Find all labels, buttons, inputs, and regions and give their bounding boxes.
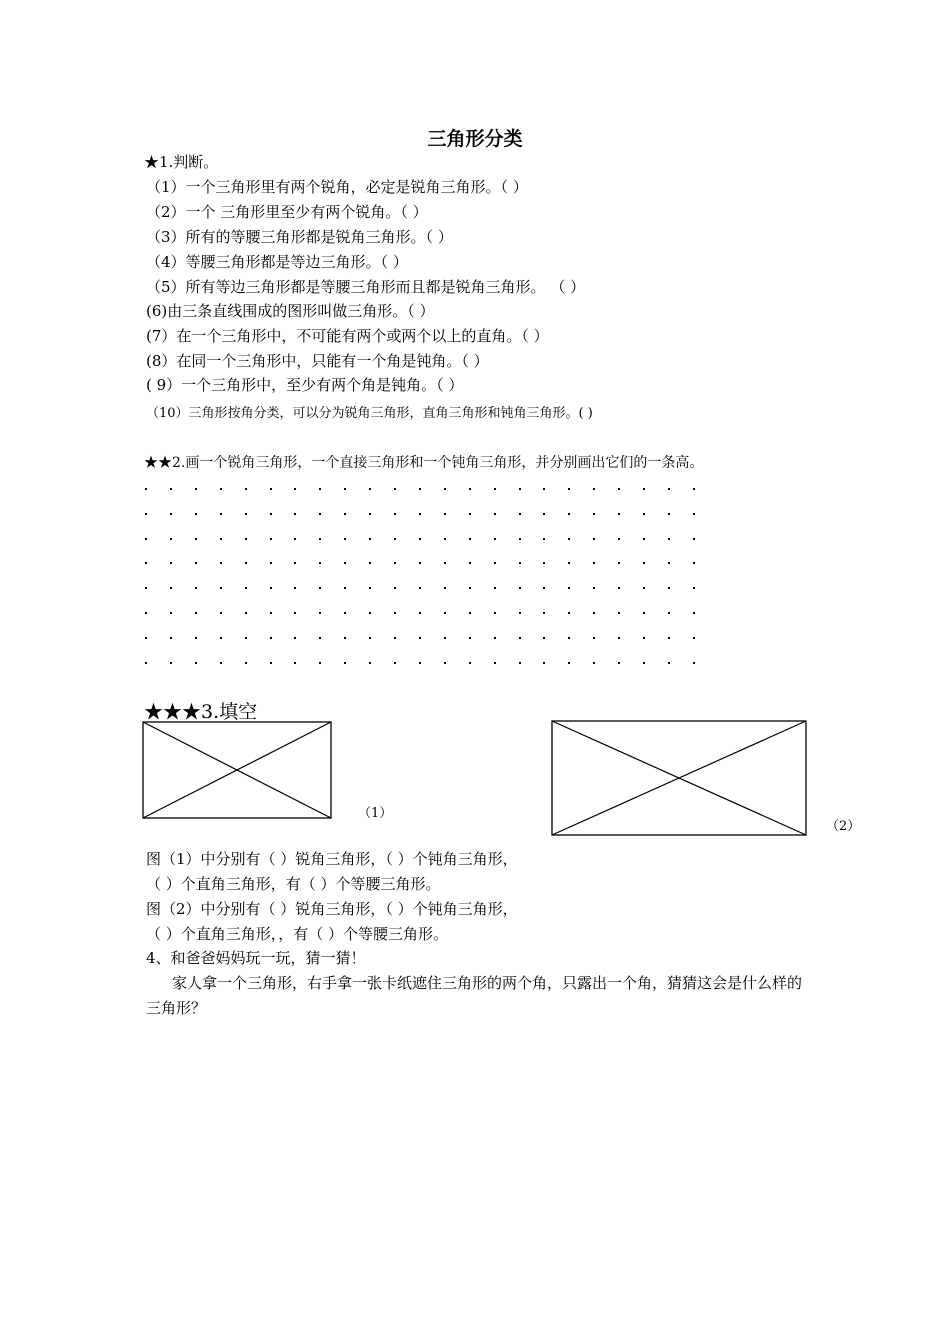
section1-heading: ★1.判断。 [144,153,219,171]
grid-dot [369,488,371,490]
grid-dot [419,538,421,540]
grid-dot [519,562,521,564]
grid-dot [643,637,645,639]
grid-dot [469,587,471,589]
grid-dot [519,538,521,540]
grid-dot [170,662,172,664]
grid-dot [494,513,496,515]
grid-dot [319,587,321,589]
grid-dot [245,562,247,564]
grid-dot [618,513,620,515]
grid-dot [195,513,197,515]
grid-dot [618,488,620,490]
grid-dot [593,513,595,515]
grid-dot [294,538,296,540]
judge-item-7: (7）在一个三角形中，不可能有两个或两个以上的直角。（ ） [146,327,549,345]
grid-dot [344,637,346,639]
grid-dot [319,538,321,540]
grid-dot [170,562,172,564]
grid-dot [170,637,172,639]
judge-item-2: （2）一个 三角形里至少有两个锐角。（ ） [146,203,428,221]
grid-dot [494,612,496,614]
grid-dot [568,488,570,490]
grid-dot [394,587,396,589]
grid-dot [369,587,371,589]
fill-line-1: 图（1）中分别有（ ）锐角三角形，（ ）个钝角三角形， [146,850,518,868]
grid-dot [344,562,346,564]
grid-dot [270,587,272,589]
grid-dot [220,637,222,639]
grid-dot [394,513,396,515]
grid-dot [643,562,645,564]
grid-dot [294,513,296,515]
grid-dot [543,637,545,639]
grid-dot [220,562,222,564]
grid-dot [519,513,521,515]
fill-line-2: （ ）个直角三角形，有（ ）个等腰三角形。 [146,875,441,893]
grid-dot [145,587,147,589]
grid-dot [270,488,272,490]
grid-dot [593,488,595,490]
grid-dot [543,538,545,540]
grid-dot [469,562,471,564]
judge-item-3: （3）所有的等腰三角形都是锐角三角形。（ ） [146,228,453,246]
grid-dot [519,637,521,639]
grid-dot [220,587,222,589]
grid-dot [519,587,521,589]
grid-dot [543,587,545,589]
grid-dot [643,612,645,614]
grid-dot [294,612,296,614]
grid-dot [195,562,197,564]
grid-dot [419,662,421,664]
grid-dot [270,562,272,564]
grid-dot [444,538,446,540]
grid-dot [693,587,695,589]
grid-dot [294,562,296,564]
grid-dot [170,612,172,614]
grid-dot [543,662,545,664]
grid-dot [519,662,521,664]
grid-dot [444,513,446,515]
grid-dot [145,612,147,614]
figure-1-label: （1） [358,806,393,821]
grid-dot [444,488,446,490]
grid-dot [319,513,321,515]
fill-line-4: （ ）个直角三角形，，有（ ）个等腰三角形。 [146,925,449,943]
grid-dot [568,562,570,564]
grid-dot [344,488,346,490]
grid-dot [618,637,620,639]
judge-item-8: (8）在同一个三角形中，只能有一个角是钝角。（ ） [146,352,489,370]
grid-dot [369,538,371,540]
grid-dot [394,612,396,614]
grid-dot [693,662,695,664]
grid-dot [643,513,645,515]
grid-dot [170,513,172,515]
grid-dot [494,538,496,540]
grid-dot [319,562,321,564]
figure-2-rectangle [551,720,809,838]
grid-dot [245,662,247,664]
grid-dot [145,637,147,639]
grid-dot [643,488,645,490]
grid-dot [145,562,147,564]
grid-dot [668,538,670,540]
grid-dot [220,513,222,515]
grid-dot [668,612,670,614]
grid-dot [394,662,396,664]
grid-dot [145,513,147,515]
grid-dot [618,612,620,614]
grid-dot [469,538,471,540]
grid-dot [195,637,197,639]
grid-dot [568,587,570,589]
grid-dot [643,662,645,664]
grid-dot [220,538,222,540]
grid-dot [344,513,346,515]
grid-dot [369,637,371,639]
page-title: 三角形分类 [427,128,523,150]
grid-dot [419,637,421,639]
grid-dot [618,538,620,540]
grid-dot [593,562,595,564]
grid-dot [593,538,595,540]
grid-dot [245,488,247,490]
grid-dot [469,637,471,639]
grid-dot [369,662,371,664]
grid-dot [344,538,346,540]
grid-dot [593,587,595,589]
section4-heading: 4、和爸爸妈妈玩一玩，猜一猜！ [146,949,366,967]
grid-dot [294,488,296,490]
judge-item-10: （10）三角形按角分类，可以分为锐角三角形，直角三角形和钝角三角形。( ) [146,406,593,421]
grid-dot [469,612,471,614]
grid-dot [568,662,570,664]
grid-dot [195,662,197,664]
grid-dot [618,662,620,664]
grid-dot [294,637,296,639]
section3-heading: ★★★3.填空 [144,701,258,723]
grid-dot [369,612,371,614]
grid-dot [245,538,247,540]
grid-dot [543,513,545,515]
grid-dot [693,612,695,614]
figure-1-rectangle [142,721,334,821]
grid-dot [170,488,172,490]
grid-dot [444,612,446,614]
grid-dot [693,562,695,564]
grid-dot [444,562,446,564]
grid-dot [270,612,272,614]
judge-item-5: （5）所有等边三角形都是等腰三角形而且都是锐角三角形。 （ ） [146,278,586,296]
grid-dot [270,637,272,639]
grid-dot [195,538,197,540]
grid-dot [668,587,670,589]
grid-dot [220,612,222,614]
grid-dot [245,587,247,589]
judge-item-4: （4）等腰三角形都是等边三角形。（ ） [146,253,408,271]
grid-dot [444,637,446,639]
grid-dot [668,513,670,515]
grid-dot [245,513,247,515]
grid-dot [419,488,421,490]
fill-line-3: 图（2）中分别有（ ）锐角三角形，（ ）个钝角三角形， [146,900,518,918]
grid-dot [419,612,421,614]
grid-dot [419,562,421,564]
grid-dot [220,662,222,664]
grid-dot [643,538,645,540]
grid-dot [693,538,695,540]
grid-dot [494,562,496,564]
grid-dot [394,637,396,639]
grid-dot [270,662,272,664]
grid-dot [220,488,222,490]
grid-dot [270,538,272,540]
grid-dot [369,562,371,564]
grid-dot [444,662,446,664]
grid-dot [543,488,545,490]
grid-dot [469,513,471,515]
grid-dot [568,612,570,614]
grid-dot [618,587,620,589]
judge-item-9: ( 9）一个三角形中，至少有两个角是钝角。（ ） [146,376,464,394]
grid-dot [369,513,371,515]
grid-dot [494,662,496,664]
grid-dot [519,488,521,490]
grid-dot [319,662,321,664]
grid-dot [618,562,620,564]
grid-dot [593,612,595,614]
grid-dot [693,513,695,515]
grid-dot [519,612,521,614]
grid-dot [195,587,197,589]
grid-dot [319,612,321,614]
grid-dot [344,662,346,664]
grid-dot [394,488,396,490]
grid-dot [494,587,496,589]
grid-dot [170,538,172,540]
grid-dot [444,587,446,589]
grid-dot [568,637,570,639]
grid-dot [394,562,396,564]
grid-dot [145,538,147,540]
grid-dot [593,637,595,639]
grid-dot [319,488,321,490]
grid-dot [344,612,346,614]
judge-item-6: (6)由三条直线围成的图形叫做三角形。（ ） [146,302,435,320]
grid-dot [543,562,545,564]
grid-dot [693,637,695,639]
grid-dot [294,662,296,664]
grid-dot [494,488,496,490]
grid-dot [145,488,147,490]
grid-dot [668,662,670,664]
grid-dot [668,637,670,639]
section2-heading: ★★2.画一个锐角三角形，一个直接三角形和一个钝角三角形，并分别画出它们的一条高。 [144,455,704,471]
judge-item-1: （1）一个三角形里有两个锐角，必定是锐角三角形。（ ） [146,178,528,196]
grid-dot [469,662,471,664]
grid-dot [668,562,670,564]
grid-dot [394,538,396,540]
grid-dot [668,488,670,490]
grid-dot [344,587,346,589]
grid-dot [170,587,172,589]
grid-dot [319,637,321,639]
grid-dot [145,662,147,664]
grid-dot [543,612,545,614]
grid-dot [693,488,695,490]
grid-dot [568,513,570,515]
grid-dot [245,637,247,639]
grid-dot [195,488,197,490]
grid-dot [419,587,421,589]
grid-dot [245,612,247,614]
grid-dot [195,612,197,614]
grid-dot [643,587,645,589]
grid-dot [270,513,272,515]
grid-dot [568,538,570,540]
grid-dot [469,488,471,490]
grid-dot [494,637,496,639]
grid-dot [419,513,421,515]
grid-dot [593,662,595,664]
figure-2-label: （2） [826,819,861,834]
grid-dot [294,587,296,589]
section4-body: 家人拿一个三角形，右手拿一张卡纸遮住三角形的两个角，只露出一个角，猜猜这会是什么样的三角形？ [146,974,803,1017]
